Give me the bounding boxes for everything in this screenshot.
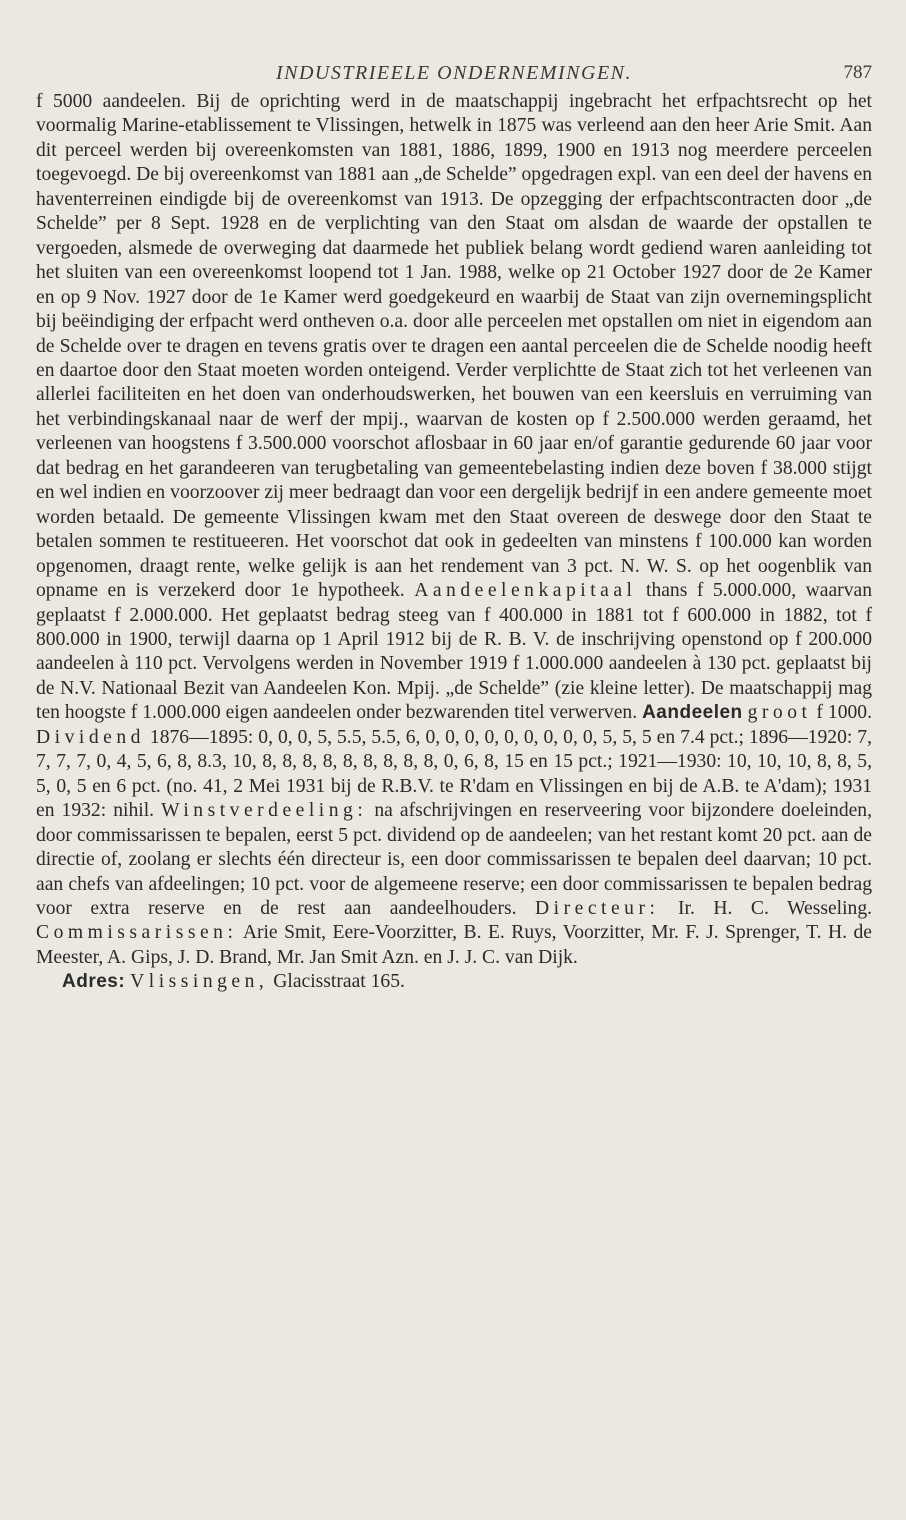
label-dividend: Dividend: [36, 726, 145, 748]
running-title: INDUSTRIEELE ONDERNEMINGEN.: [275, 62, 633, 84]
label-winstverdeeling: Winstverdeeling:: [161, 800, 368, 822]
label-commissarissen: Commissarissen:: [36, 922, 238, 944]
director-text: Ir. H. C. Wesseling.: [677, 897, 873, 919]
address-city: Vlissingen,: [130, 971, 269, 993]
label-aandeelenkapitaal: Aandeelenkapitaal: [414, 580, 637, 602]
dividend-text: 1876—1895: 0, 0, 0, 5, 5.5, 5.5, 6, 0, 0, 0, 0, 0, 0, 0, 0, 0, 5, 5, 5 en 7.4 pct.; 1896—1920: 7, 7, 7, 7, 0, 4, 5, 6, 8, 8.3, 10, 8, 8, 8, 8, 8, 8, 8, 8, 8, 0, 6, 8, 15 en 15 pct.; 1921—1930: 10, 10, 10, 8, 8, 5, 5, 0, 5 en 6 pct. (no. 41, 2 Mei 1931 bij de R.B.V. te R'dam en Vlissingen en bij de A.B. te A'dam); 1931 en 1932: nihil.: [36, 726, 872, 822]
address-street: Glacisstraat 165.: [273, 971, 405, 993]
profit-distribution-text: na afschrijvingen en reserveering voor bijzondere doeleinden, door commissarissen te bepalen, eerst 5 pct. dividend op de aandeelen; van het restant komt 20 pct. aan de directie of, zoolang er slechts één directeur is, een door commissarissen te bepalen deel daarvan; 10 pct. aan chefs van afdeelingen; 10 pct. voor de algemeene reserve; een door commissarissen te bepalen bedrag voor extra reserve en de rest aan aandeelhouders.: [36, 800, 873, 919]
label-aandeelen: Aandeelen: [642, 702, 743, 724]
address-line: [36, 970, 872, 994]
history-text: f 5000 aandeelen. Bij de oprichting werd in de maatschappij ingebracht het erfpachtsrecht op het voormalig Marine-etablissement te Vlissingen, hetwelk in 1875 was verleend aan den heer Arie Smit. Aan dit perceel werden bij overeenkomsten van 1881, 1886, 1899, 1900 en 1913 nog meerdere perceelen toegevoegd. De bij overeenkomst van 1881 aan „de Schelde” opgedragen expl. van een deel der havens en haventerreinen eindigde bij de overeenkomst van 1913. De opzegging der erfpachtscontracten door „de Schelde” per 8 Sept. 1928 en de verplichting van den Staat om alsdan de waarde der opstallen te vergoeden, alsmede de overweging dat daarmede het publiek belang wordt gediend waren aanleiding tot het sluiten van een overeenkomst loopend tot 1 Jan. 1988, welke op 21 October 1927 door de 2e Kamer en op 9 Nov. 1927 door de 1e Kamer werd goedgekeurd en waarbij de Staat van zijn overnemingsplicht bij beëindiging der erfpacht werd ontheven o.a. door alle perceelen met opstallen om niet in eigendom aan de Schelde over te dragen en tevens gratis over te dragen een aantal perceelen die de Schelde noodig heeft en daartoe door den Staat moeten worden onteigend. Verder verplichtte de Staat zich tot het verleenen van allerlei faciliteiten en het doen van onderhoudswerken, het bouwen van een keersluis en verruiming van het verbindingskanaal naar de werf der mpij., waarvan de kosten op f 2.500.000 werden geraamd, het verleenen van hoogstens f 3.500.000 voorschot aflosbaar in 60 jaar en/of garantie gedurende 60 jaar voor dat bedrag en het garandeeren van terugbetaling van gemeentebelasting indien deze boven f 38.000 stijgt en wel indien en voorzoover zij meer bedraagt dan voor een dergelijk bedrijf in een andere gemeente moet worden betaald. De gemeente Vlissingen kwam met den Staat overeen de deswege door den Staat te betalen sommen te restitueeren. Het voorschot dat ook in gedeelten van minstens f 100.000 kan worden opgenomen, draagt rente, welke gelijk is aan het rendement van 3 pct. N. W. S. op het oogenblik van opname en is verzekerd door 1e hypotheek.: [36, 91, 872, 602]
capital-text: thans f 5.000.000, waarvan geplaatst f 2.000.000. Het geplaatst bedrag steeg van f 400.000 in 1881 tot f 600.000 in 1882, tot f 800.000 in 1900, terwijl daarna op 1 April 1912 bij de R. B. V. de inschrijving openstond op f 200.000 aandeelen à 110 pct. Vervolgens werden in November 1919 f 1.000.000 aandeelen à 130 pct. geplaatst bij de N.V. Nationaal Bezit van Aandeelen Kon. Mpij. „de Schelde” (zie kleine letter). De maatschappij mag ten hoogste f 1.000.000 eigen aandeelen onder bezwarenden titel verwerven.: [36, 580, 872, 724]
running-head: [36, 62, 872, 88]
page-number: 787: [843, 62, 872, 83]
company-description: [36, 90, 872, 970]
label-adres: Adres:: [62, 971, 126, 993]
commissioners-text: Arie Smit, Eere-Voorzitter, B. E. Ruys, Voorzitter, Mr. F. J. Sprenger, T. H. de Meester, A. Gips, J. D. Brand, Mr. Jan Smit Azn. en J. J. C. van Dijk.: [36, 922, 872, 968]
label-groot: groot: [747, 702, 812, 724]
label-directeur: Directeur:: [535, 897, 660, 919]
share-value: f 1000.: [816, 702, 872, 724]
